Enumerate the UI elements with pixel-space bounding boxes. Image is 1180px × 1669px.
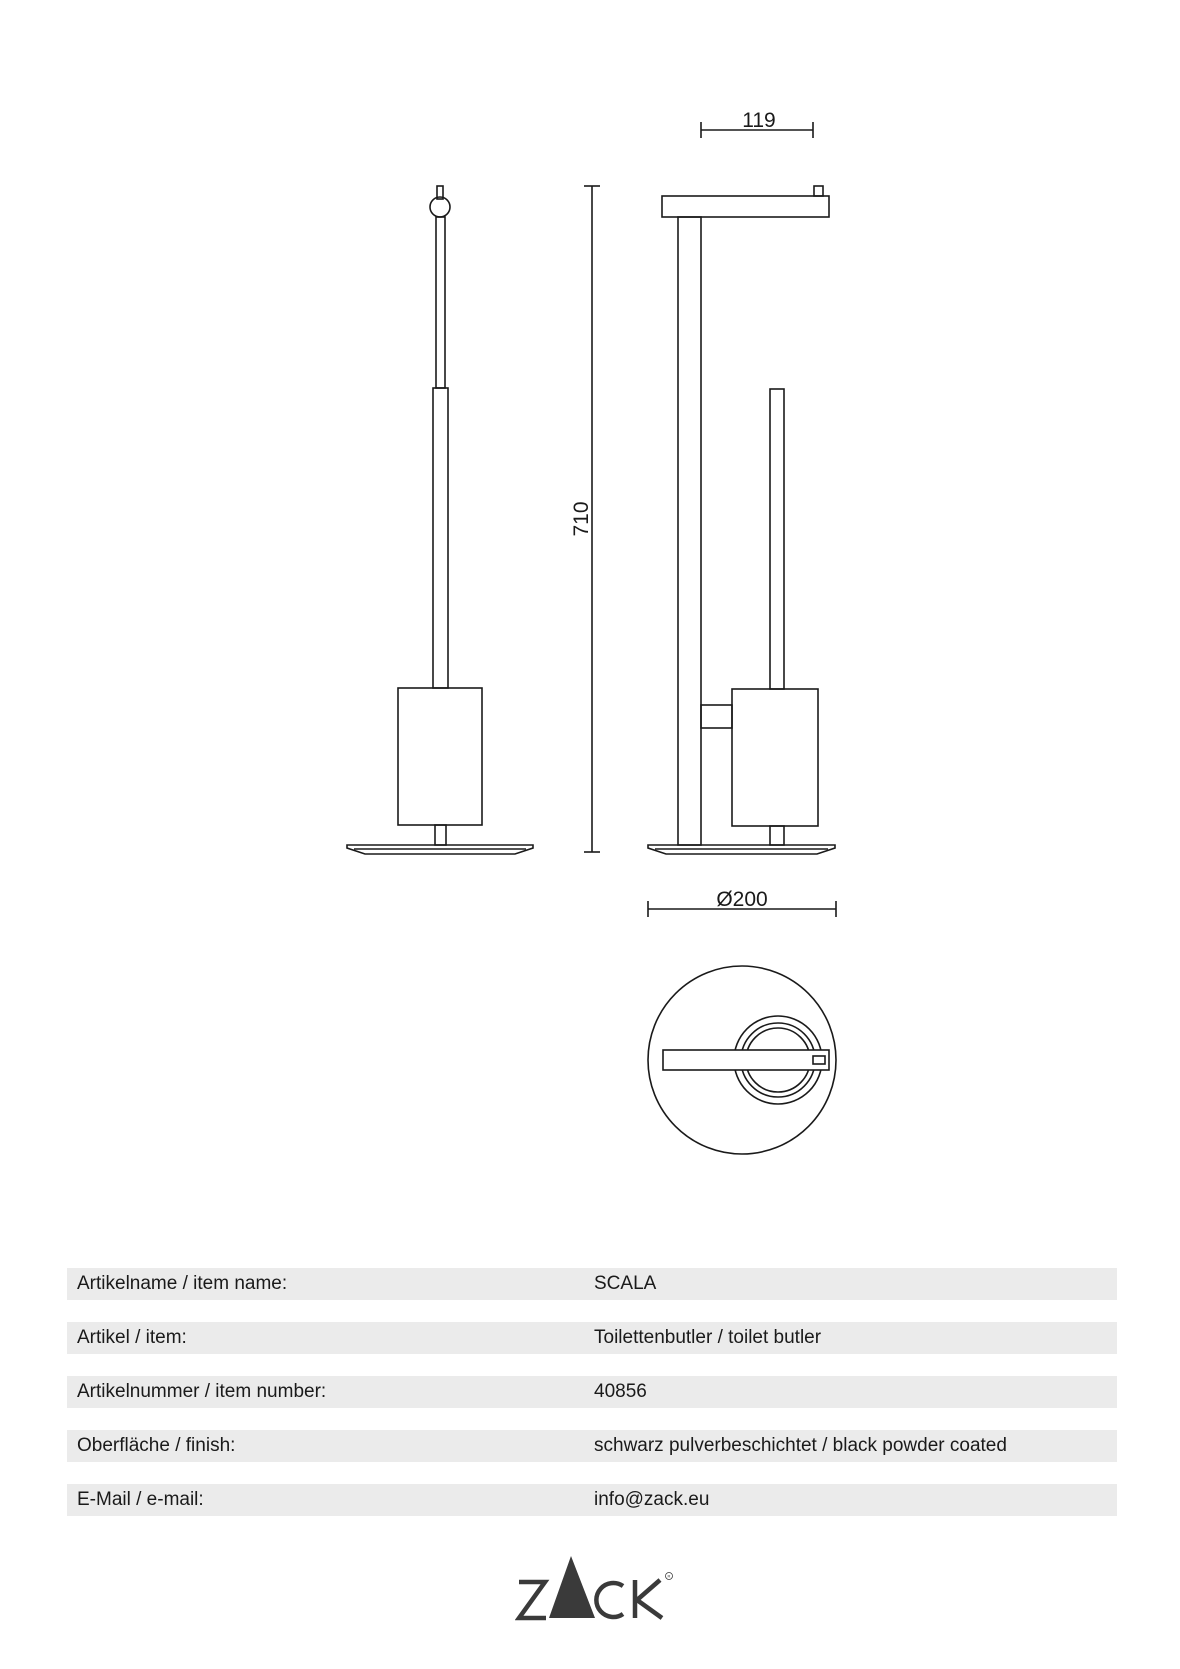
spec-table xyxy=(67,1268,1117,1538)
diameter-label: Ø200 xyxy=(716,888,768,911)
spec-row-email xyxy=(67,1484,1117,1516)
spec-label: Artikelnummer / item number: xyxy=(77,1381,327,1402)
spec-row-item xyxy=(67,1322,1117,1354)
spec-label: E-Mail / e-mail: xyxy=(77,1489,204,1510)
spec-label: Artikelname / item name: xyxy=(77,1273,288,1294)
spec-label: Oberfläche / finish: xyxy=(77,1435,236,1456)
spec-value: 40856 xyxy=(594,1381,647,1402)
spec-label: Artikel / item: xyxy=(77,1327,187,1348)
spec-value: SCALA xyxy=(594,1273,657,1294)
side-view xyxy=(347,186,533,854)
front-view xyxy=(648,186,835,854)
logo-triangle-a xyxy=(549,1556,595,1618)
spec-value: Toilettenbutler / toilet butler xyxy=(594,1327,822,1348)
spec-value: info@zack.eu xyxy=(594,1489,710,1510)
top-view xyxy=(648,966,836,1154)
spec-row-item-name xyxy=(67,1268,1117,1300)
spec-row-finish xyxy=(67,1430,1117,1462)
zack-logo xyxy=(515,1552,675,1624)
spec-row-item-number xyxy=(67,1376,1117,1408)
spec-value: schwarz pulverbeschichtet / black powder coated xyxy=(594,1435,1007,1456)
height-label: 710 xyxy=(570,501,593,537)
svg-text:R: R xyxy=(667,1573,671,1579)
top-width-label: 119 xyxy=(742,109,776,132)
